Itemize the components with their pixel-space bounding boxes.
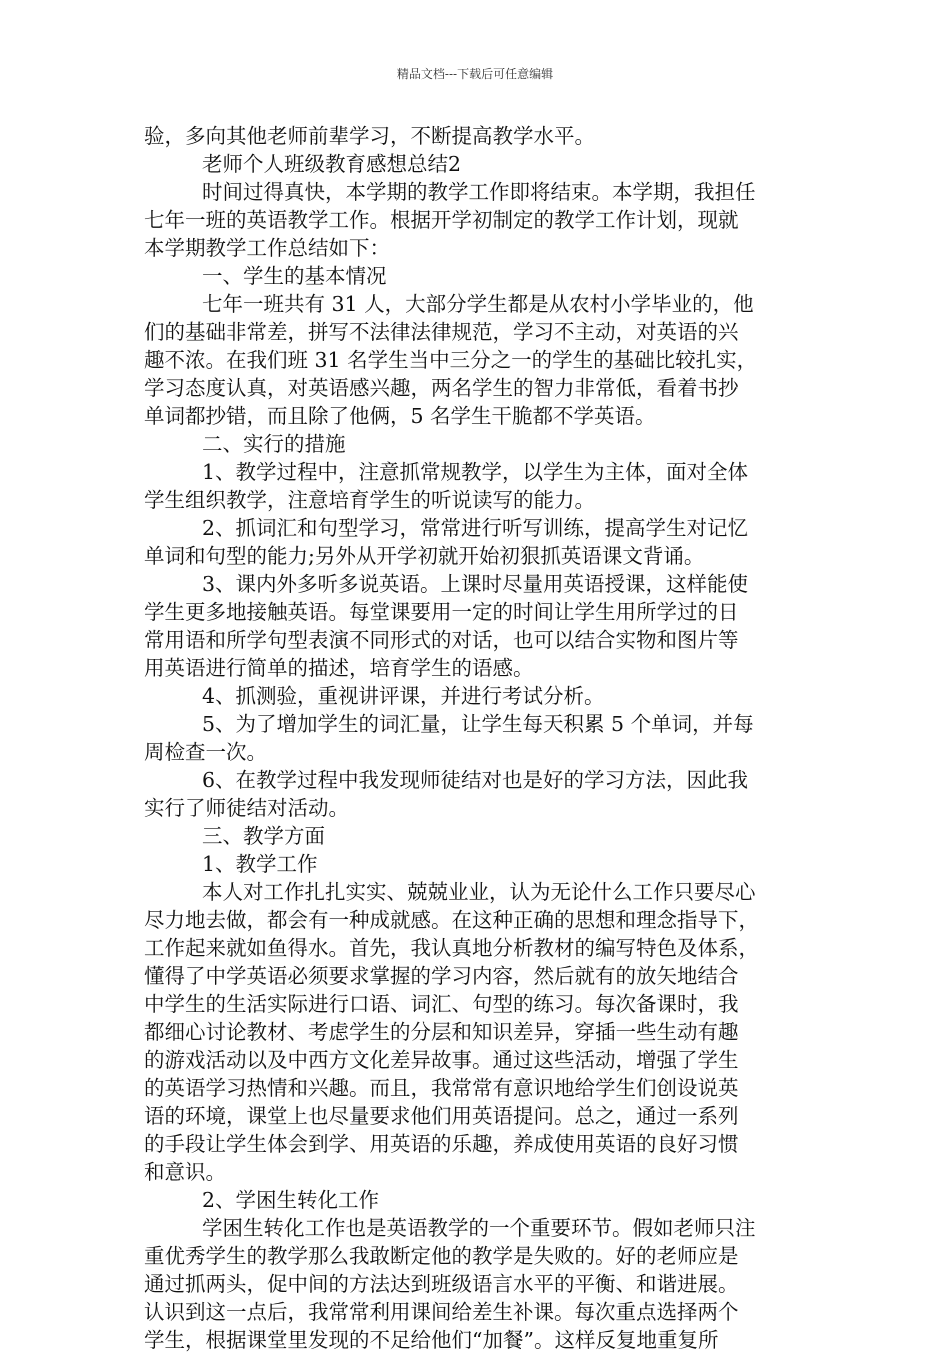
text-line: 2、学困生转化工作	[202, 1188, 380, 1212]
text-line: 本人对工作扎扎实实、兢兢业业，认为无论什么工作只要尽心	[202, 880, 756, 904]
text-line: 尽力地去做，都会有一种成就感。在这种正确的思想和理念指导下，	[144, 908, 759, 932]
text-line: 3、课内外多听多说英语。上课时尽量用英语授课，这样能使	[202, 572, 749, 596]
text-line: 的英语学习热情和兴趣。而且，我常常有意识地给学生们创设说英	[144, 1076, 739, 1100]
text-line: 学生更多地接触英语。每堂课要用一定的时间让学生用所学过的日	[144, 600, 739, 624]
text-line: 用英语进行简单的描述，培育学生的语感。	[144, 656, 534, 680]
text-line: 和意识。	[144, 1160, 226, 1184]
text-line: 1、教学工作	[202, 852, 318, 876]
text-line: 通过抓两头，促中间的方法达到班级语言水平的平衡、和谐进展。	[144, 1272, 739, 1296]
text-line: 2、抓词汇和句型学习，常常进行听写训练，提高学生对记忆	[202, 516, 749, 540]
text-line: 6、在教学过程中我发现师徒结对也是好的学习方法，因此我	[202, 768, 749, 792]
text-line: 二、实行的措施	[202, 432, 346, 456]
text-line: 七年一班的英语教学工作。根据开学初制定的教学工作计划，现就	[144, 208, 739, 232]
text-line: 4、抓测验，重视讲评课，并进行考试分析。	[202, 684, 605, 708]
text-line: 周检查一次。	[144, 740, 267, 764]
text-line: 学困生转化工作也是英语教学的一个重要环节。假如老师只注	[202, 1216, 756, 1240]
text-line: 学生组织教学，注意培育学生的听说读写的能力。	[144, 488, 595, 512]
text-line: 时间过得真快，本学期的教学工作即将结束。本学期，我担任	[202, 180, 756, 204]
text-line: 的手段让学生体会到学、用英语的乐趣，养成使用英语的良好习惯	[144, 1132, 739, 1156]
text-line: 的游戏活动以及中西方文化差异故事。通过这些活动，增强了学生	[144, 1048, 739, 1072]
text-line: 实行了师徒结对活动。	[144, 796, 349, 820]
text-line: 懂得了中学英语必须要求掌握的学习内容，然后就有的放矢地结合	[144, 964, 739, 988]
text-line: 1、教学过程中，注意抓常规教学，以学生为主体，面对全体	[202, 460, 749, 484]
text-line: 都细心讨论教材、考虑学生的分层和知识差异，穿插一些生动有趣	[144, 1020, 739, 1044]
text-line: 单词都抄错，而且除了他俩，5 名学生干脆都不学英语。	[144, 404, 656, 428]
page-header: 精品文档---下载后可任意编辑	[396, 67, 554, 81]
text-line: 七年一班共有 31 人，大部分学生都是从农村小学毕业的，他	[202, 292, 754, 316]
text-line: 语的环境，课堂上也尽量要求他们用英语提问。总之，通过一系列	[144, 1104, 739, 1128]
document-body	[144, 122, 810, 1354]
text-line: 单词和句型的能力;另外从开学初就开始初狠抓英语课文背诵。	[144, 544, 705, 568]
text-line: 本学期教学工作总结如下：	[144, 236, 390, 260]
text-line: 常用语和所学句型表演不同形式的对话，也可以结合实物和图片等	[144, 628, 739, 652]
text-line: 重优秀学生的教学那么我敢断定他的教学是失败的。好的老师应是	[144, 1244, 739, 1268]
text-line: 三、教学方面	[202, 824, 325, 848]
text-line: 学习态度认真，对英语感兴趣，两名学生的智力非常低，看着书抄	[144, 376, 739, 400]
text-line: 们的基础非常差，拼写不法律法律规范，学习不主动，对英语的兴	[144, 320, 739, 344]
text-line: 学生，根据课堂里发现的不足给他们“加餐”。这样反复地重复所	[144, 1328, 719, 1352]
text-line: 5、为了增加学生的词汇量，让学生每天积累 5 个单词，并每	[202, 712, 754, 736]
text-line: 一、学生的基本情况	[202, 264, 387, 288]
text-line: 中学生的生活实际进行口语、词汇、句型的练习。每次备课时，我	[144, 992, 739, 1016]
text-line: 验，多向其他老师前辈学习，不断提高教学水平。	[144, 124, 595, 148]
text-line: 工作起来就如鱼得水。首先，我认真地分析教材的编写特色及体系，	[144, 936, 759, 960]
text-line: 趣不浓。在我们班 31 名学生当中三分之一的学生的基础比较扎实，	[144, 348, 758, 372]
text-line: 老师个人班级教育感想总结2	[202, 152, 462, 176]
text-line: 认识到这一点后，我常常利用课间给差生补课。每次重点选择两个	[144, 1300, 739, 1324]
